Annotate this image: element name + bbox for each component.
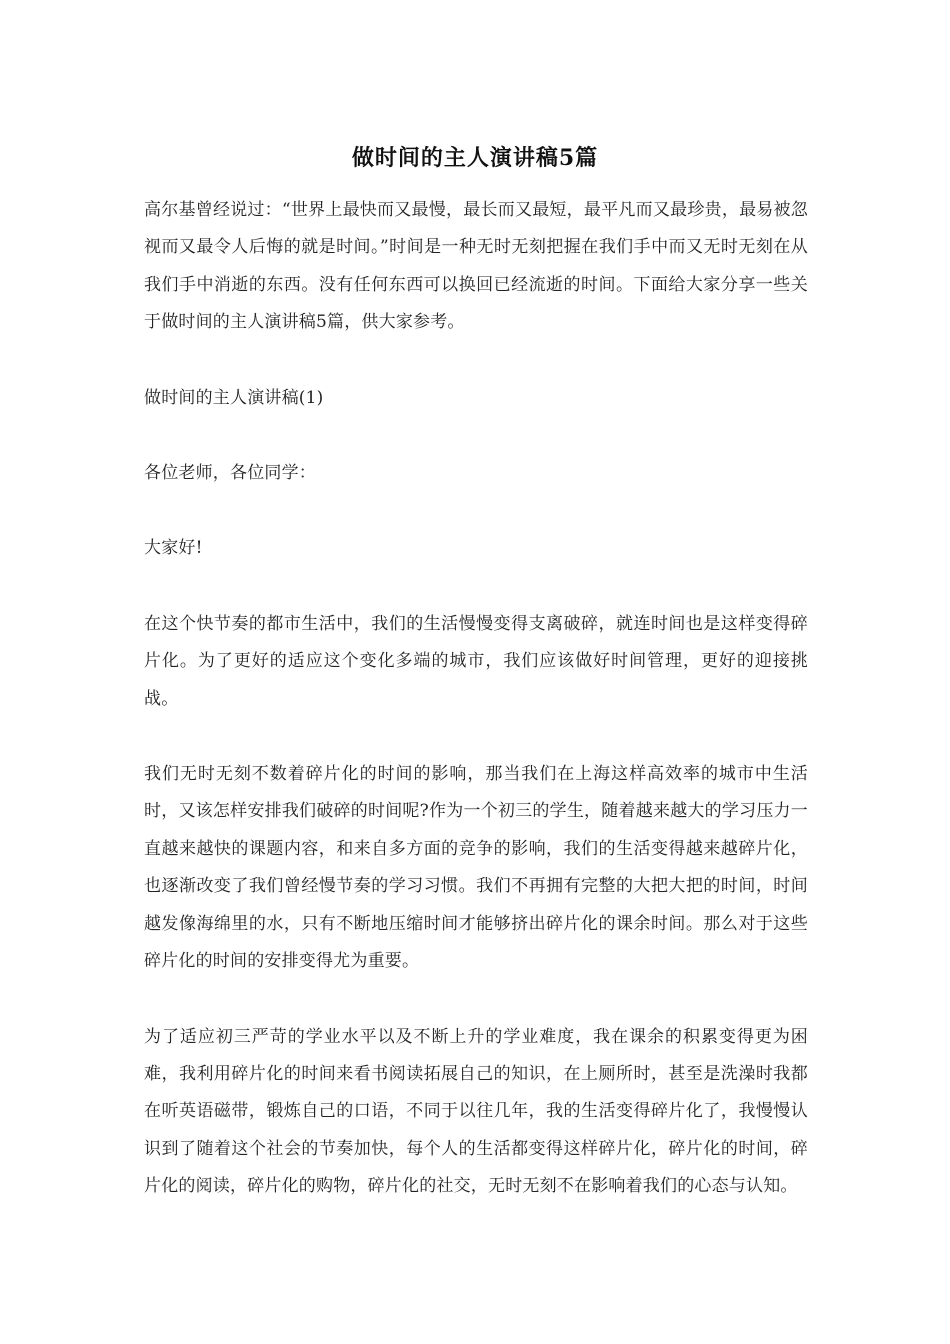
body-paragraph: 为了适应初三严苛的学业水平以及不断上升的学业难度，我在课余的积累变得更为困难，我利用碎片化的时间来看书阅读拓展自己的知识，在上厕所时，甚至是洗澡时我都在听英语磁带，锻炼自己的口语，不同于以往几年，我的生活变得碎片化了，我慢慢认识到了随着这个社会的节奏加快，每个人的生活都变得这样碎片化，碎片化的时间，碎片化的阅读，碎片化的购物，碎片化的社交，无时无刻不在影响着我们的心态与认知。 xyxy=(144,1026,808,1197)
body-paragraph: 我们无时无刻不数着碎片化的时间的影响，那当我们在上海这样高效率的城市中生活时，又该怎样安排我们破碎的时间呢?作为一个初三的学生，随着越来越大的学习压力一直越来越快的课题内容，和来自多方面的竞争的影响，我们的生活变得越来越碎片化，也逐渐改变了我们曾经慢节奏的学习习惯。我们不再拥有完整的大把大把的时间，时间越发像海绵里的水，只有不断地压缩时间才能够挤出碎片化的课余时间。那么对于这些碎片化的时间的安排变得尤为重要。 xyxy=(144,764,808,972)
paragraph-gap xyxy=(144,342,808,380)
paragraph-gap xyxy=(144,568,808,606)
intro-paragraph: 高尔基曾经说过：“世界上最快而又最慢，最长而又最短，最平凡而又最珍贵，最易被忽视而又最令人后悔的就是时间。”时间是一种无时无刻把握在我们手中而又无时无刻在从我们手中消逝的东西。没有任何东西可以换回已经流逝的时间。下面给大家分享一些关于做时间的主人演讲稿5篇，供大家参考。 xyxy=(144,200,808,333)
paragraph-gap xyxy=(144,492,808,530)
document-title: 做时间的主人演讲稿5篇 xyxy=(351,145,599,171)
document-body xyxy=(144,192,808,1206)
paragraph-gap xyxy=(144,981,808,1019)
paragraph-gap xyxy=(144,718,808,756)
paragraph-gap xyxy=(144,417,808,455)
greeting: 大家好! xyxy=(144,538,203,559)
body-paragraph: 在这个快节奏的都市生活中，我们的生活慢慢变得支离破碎，就连时间也是这样变得碎片化。为了更好的适应这个变化多端的城市，我们应该做好时间管理，更好的迎接挑战。 xyxy=(144,613,808,709)
salutation: 各位老师，各位同学： xyxy=(144,463,316,484)
section-heading: 做时间的主人演讲稿(1) xyxy=(144,387,324,408)
